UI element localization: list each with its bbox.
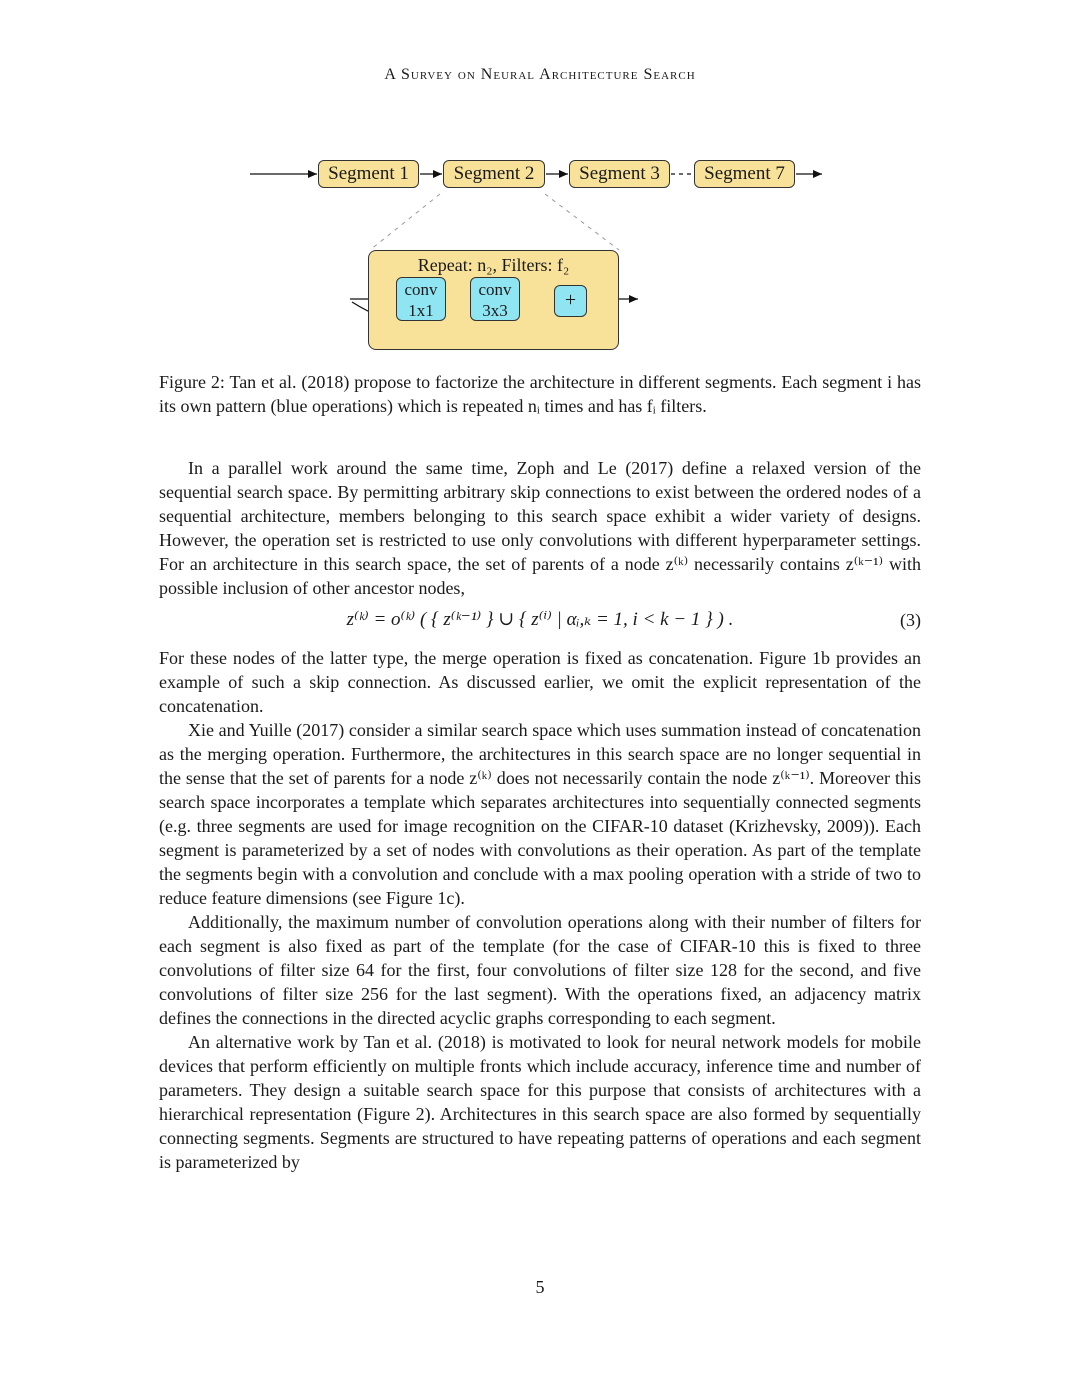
page-number: 5 [535, 1277, 545, 1297]
figure-2 [0, 150, 1080, 360]
body-text [159, 456, 921, 1174]
segment-7-block: Segment 7 [694, 160, 795, 188]
equation-number: (3) [900, 610, 921, 630]
paragraph-5: An alternative work by Tan et al. (2018) is motivated to look for neural network models for mobile devices that perform efficiently on multiple fronts which include accuracy, inference time and number of parameters. They design a suitable search space for this purpose that consists of architectures with a hierarchical representation (Figure 2). Architectures in this search space are also formed by sequentially connecting segments. Segments are structured to have repeating patterns of operations and each segment is parameterized by [159, 1032, 921, 1172]
equation-3 [159, 600, 921, 646]
conv-1x1-kernel: 1x1 [408, 301, 434, 320]
segment-1-block: Segment 1 [318, 160, 419, 188]
paragraph-1: In a parallel work around the same time, Zoph and Le (2017) define a relaxed version of the sequential search space. By permitting arbitrary skip connections to exist between the ordered nodes of a sequential architecture, members belonging to this search space exhibit a wider variety of designs. However, the operation set is restricted to use only convolutions with different hyperparameter settings. For an architecture in this search space, the set of parents of a node z⁽ᵏ⁾ necessarily contains z⁽ᵏ⁻¹⁾ with possible inclusion of other ancestor nodes, [159, 458, 921, 598]
conv-1x1-op [396, 277, 446, 321]
paragraph-4: Additionally, the maximum number of convolution operations along with their number of filters for each segment is also fixed as part of the template (for the case of CIFAR-10 this is fixed to three convolutions of filter size 64 for the first, four convolutions of filter size 128 for the second, and five convolutions of filter size 256 for the last segment). With the operations fixed, an adjacency matrix defines the connections in the directed acyclic graphs corresponding to each segment. [159, 912, 921, 1028]
figure-caption: Figure 2: Tan et al. (2018) propose to factorize the architecture in different segments. Each segment i has its own pattern (blue operations) which is repeated nᵢ times and has fᵢ filters. [159, 372, 921, 416]
conv-3x3-label: conv [478, 280, 512, 299]
running-title: A Survey on Neural Architecture Search [384, 66, 696, 83]
segment-detail-title: Repeat: n₂, Filters: f₂ [417, 255, 570, 275]
equation-body: z⁽ᵏ⁾ = o⁽ᵏ⁾ ( { z⁽ᵏ⁻¹⁾ } ∪ { z⁽ⁱ⁾ | αᵢ,ₖ = 1, i < k − 1 } ) . [346, 609, 734, 630]
segment-2-block: Segment 2 [443, 160, 545, 188]
conv-1x1-label: conv [404, 280, 438, 299]
segment-3-block: Segment 3 [569, 160, 670, 188]
conv-3x3-kernel: 3x3 [482, 301, 508, 320]
add-op: + [554, 285, 587, 317]
paragraph-2: For these nodes of the latter type, the merge operation is fixed as concatenation. Figure 1b provides an example of such a skip connection. As discussed earlier, we omit the explicit representation of the concatenation. [159, 648, 921, 716]
paragraph-3: Xie and Yuille (2017) consider a similar search space which uses summation instead of concatenation as the merging operation. Furthermore, the architectures in this search space are no longer sequential in the sense that the set of parents for a node z⁽ᵏ⁾ does not necessarily contain the node z⁽ᵏ⁻¹⁾. Moreover this search space incorporates a template which separates architectures into sequentially connected segments (e.g. three segments are used for image recognition on the CIFAR-10 dataset (Krizhevsky, 2009)). Each segment is parameterized by a set of nodes with convolutions as their operation. As part of the template the segments begin with a convolution and conclude with a max pooling operation with a stride of two to reduce feature dimensions (see Figure 1c). [159, 720, 921, 908]
conv-3x3-op [470, 277, 520, 321]
